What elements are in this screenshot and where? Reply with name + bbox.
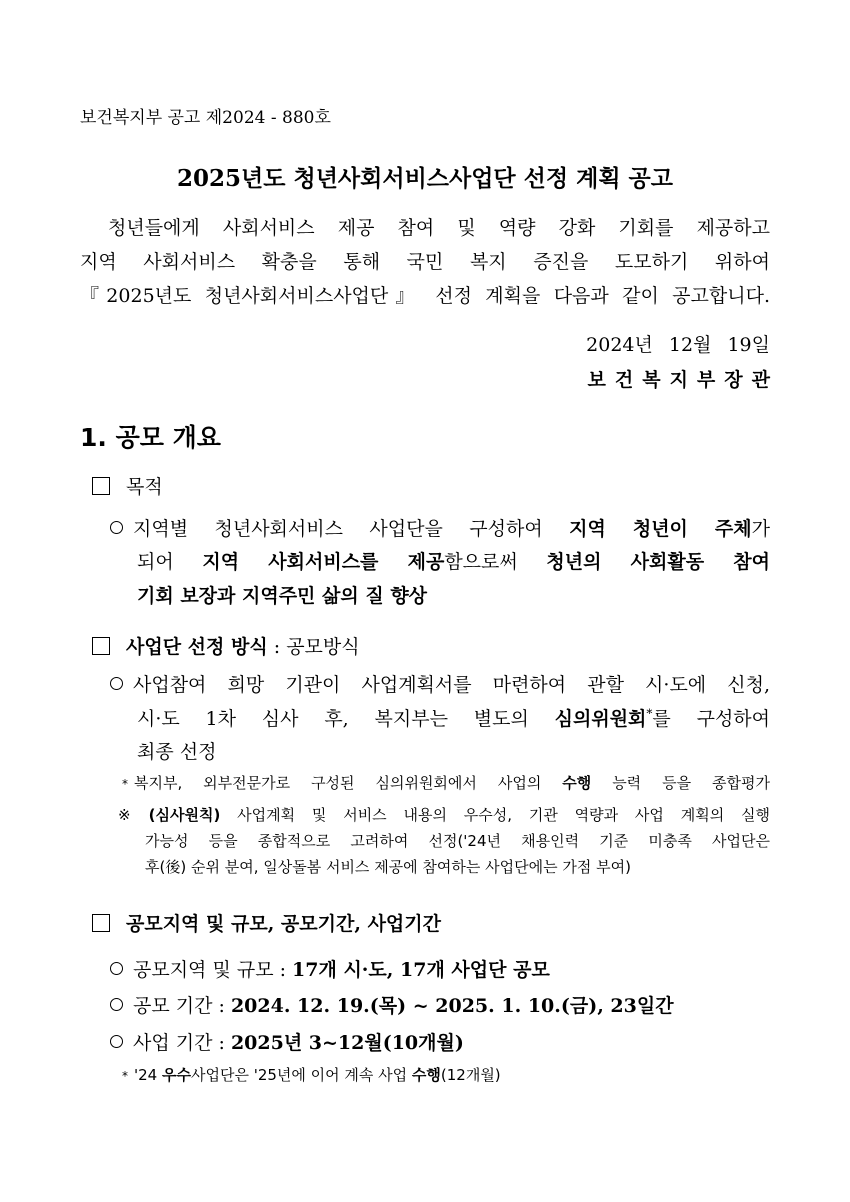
selection-line-1: 사업참여 희망 기관이 사업계획서를 마련하여 관할 시·도에 신청, [110, 670, 770, 697]
selection-line-2: 시·도 1차 심사 후, 복지부는 별도의 심의위원회*를 구성하여 [137, 706, 771, 730]
checkbox-square-icon [92, 914, 110, 932]
intro-line-3: 『2025년도 청년사회서비스사업단』 선정 계획을 다음과 같이 공고합니다. [80, 285, 770, 307]
purpose-line-2: 되어 지역 사회서비스를 제공함으로써 청년의 사회활동 참여 [137, 551, 770, 573]
review-principle-line-1: ※ (심사원칙) 사업계획 및 서비스 내용의 우수성, 기관 역량과 사업 계획의 실행 [118, 806, 770, 824]
section-title: 1. 공모 개요 [80, 423, 221, 452]
selection-footnote: * 복지부, 외부전문가로 구성된 심의위원회에서 사업의 수행 능력 등을 종합평가 [122, 774, 770, 792]
notice-number: 보건복지부 공고 제2024 - 880호 [80, 108, 331, 128]
purpose-heading [92, 472, 163, 499]
business-period-footnote: * '24 우수사업단은 '25년에 이어 계속 사업 수행(12개월) [122, 1066, 501, 1084]
circle-bullet-icon [110, 1035, 123, 1048]
circle-bullet-icon [110, 962, 123, 975]
scope-heading: 공모지역 및 규모, 공모기간, 사업기간 [92, 909, 441, 936]
notice-date: 2024년 12월 19일 [586, 334, 770, 356]
issuer-name: 보건복지부장관 [587, 369, 779, 391]
intro-line-2: 지역 사회서비스 확충을 통해 국민 복지 증진을 도모하기 위하여 [80, 251, 770, 273]
application-period-line: 공모 기간 : 2024. 12. 19.(목) ~ 2025. 1. 10.(금), 23일간 [110, 991, 674, 1018]
page-title: 2025년도 청년사회서비스사업단 선정 계획 공고 [177, 165, 673, 192]
checkbox-square-icon [92, 477, 110, 495]
circle-bullet-icon [110, 677, 123, 690]
purpose-heading-label: 목적 [126, 476, 163, 498]
business-period-line: 사업 기간 : 2025년 3~12월(10개월) [110, 1028, 464, 1055]
review-principle-line-3: 후(後) 순위 분여, 일상돌봄 서비스 제공에 참여하는 사업단에는 가점 부여) [145, 858, 631, 876]
circle-bullet-icon [110, 998, 123, 1011]
selection-line-3: 최종 선정 [137, 741, 217, 763]
purpose-line-1: 지역별 청년사회서비스 사업단을 구성하여 지역 청년이 주체가 [110, 514, 770, 541]
circle-bullet-icon [110, 521, 123, 534]
intro-line-1: 청년들에게 사회서비스 제공 참여 및 역량 강화 기회를 제공하고 [108, 217, 770, 239]
region-line: 공모지역 및 규모 : 17개 시·도, 17개 사업단 공모 [110, 955, 550, 982]
purpose-line-3: 기회 보장과 지역주민 삶의 질 향상 [137, 585, 428, 607]
selection-heading: 사업단 선정 방식 : 공모방식 [92, 632, 360, 659]
checkbox-square-icon [92, 637, 110, 655]
review-principle-line-2: 가능성 등을 종합적으로 고려하여 선정('24년 채용인력 기준 미충족 사업단은 [145, 832, 770, 850]
